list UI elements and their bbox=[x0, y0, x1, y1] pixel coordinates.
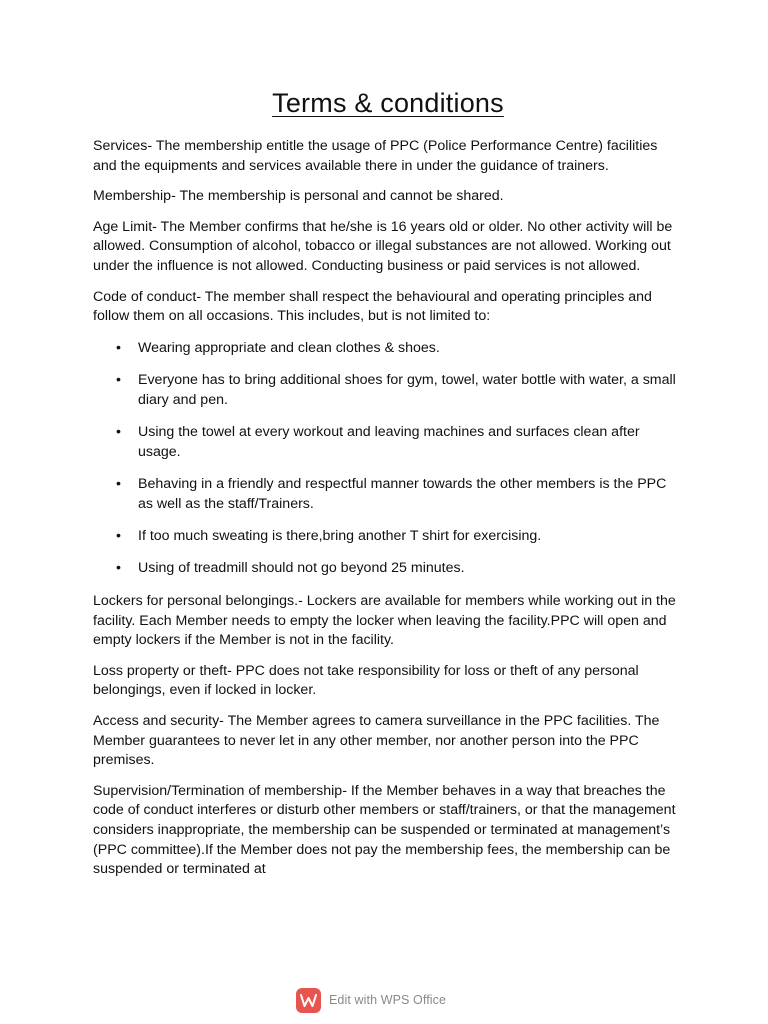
list-item: • Everyone has to bring additional shoes for gym, towel, water bottle with water, a small diary and pen. bbox=[116, 372, 676, 408]
section-label: Membership bbox=[93, 188, 172, 205]
section-label: Lockers for personal belongings bbox=[93, 593, 295, 610]
document-page bbox=[93, 88, 683, 891]
section-label: Code of conduct bbox=[93, 288, 197, 305]
wps-logo-icon bbox=[296, 988, 321, 1013]
document-title: Terms & conditions bbox=[272, 88, 504, 118]
list-item: • Behaving in a friendly and respectful manner towards the other members is the PPC as well as the staff/Trainers. bbox=[116, 476, 667, 512]
bullet-icon: • bbox=[116, 528, 121, 545]
bullet-icon: • bbox=[116, 424, 121, 441]
list-item: • If too much sweating is there,bring another T shirt for exercising. bbox=[93, 527, 683, 547]
section-text: - If the Member behaves in a way that breaches the code of conduct interferes or disturb other members or staff/trainers, or that the management considers inappropriate, the membership can be suspended or terminated at management’s (PPC committee).If the Member does not pay the membership fees, the membership can be suspended or terminated at bbox=[93, 782, 676, 878]
section-label: Loss property or theft bbox=[93, 662, 228, 679]
section-text: - The membership entitle the usage of PPC (Police Performance Centre) facilities and the equipments and services available there in under the guidance of trainers. bbox=[93, 138, 658, 174]
section-text: .- Lockers are available for members while working out in the facility. Each Member needs to empty the locker when leaving the facility.PPC will open and empty lockers if the Member is not in the facility. bbox=[93, 593, 676, 649]
section-text: - The Member agrees to camera surveillance in the PPC facilities. The Member guarantees to never let in any other member, nor another person into the PPC premises. bbox=[93, 713, 660, 769]
list-item: • Using of treadmill should not go beyond 25 minutes. bbox=[93, 559, 683, 579]
section-text: - PPC does not take responsibility for loss or theft of any personal belongings, even if locked in locker. bbox=[93, 662, 639, 699]
wps-edit-label[interactable]: Edit with WPS Office bbox=[329, 993, 447, 1007]
list-item: • Wearing appropriate and clean clothes & shoes. bbox=[93, 339, 683, 359]
section-text: - The membership is personal and cannot be shared. bbox=[171, 188, 504, 205]
section-access-security bbox=[93, 712, 683, 771]
section-label: Supervision/Termination of membership bbox=[93, 782, 343, 799]
section-label: Access and security bbox=[93, 713, 220, 730]
bullet-icon: • bbox=[116, 560, 121, 577]
section-supervision-termination bbox=[93, 782, 683, 880]
code-of-conduct-list bbox=[93, 339, 683, 579]
section-text: - The member shall respect the behavioural and operating principles and follow them on all occasions. This includes, but is not limited to: bbox=[93, 288, 652, 325]
bullet-icon: • bbox=[116, 372, 121, 389]
section-label: Services bbox=[93, 138, 148, 154]
section-code-of-conduct bbox=[93, 288, 683, 327]
section-services bbox=[93, 137, 683, 176]
section-loss-property bbox=[93, 662, 683, 701]
section-text: - The Member confirms that he/she is 16 years old or older. No other activity will be allowed. Consumption of alcohol, tobacco or illegal substances are not allowed. Working out under the influence is not allowed. Conducting business or paid services is not allowed. bbox=[93, 218, 673, 274]
section-membership bbox=[93, 187, 683, 207]
section-lockers bbox=[93, 592, 683, 651]
wps-edit-banner[interactable] bbox=[296, 986, 446, 1014]
section-age-limit bbox=[93, 218, 683, 277]
bullet-icon: • bbox=[116, 476, 121, 493]
bullet-icon: • bbox=[116, 339, 121, 356]
section-label: Age Limit bbox=[93, 218, 153, 235]
list-item: • Using the towel at every workout and leaving machines and surfaces clean after usage. bbox=[116, 424, 640, 460]
wps-w-glyph-icon bbox=[300, 994, 317, 1007]
